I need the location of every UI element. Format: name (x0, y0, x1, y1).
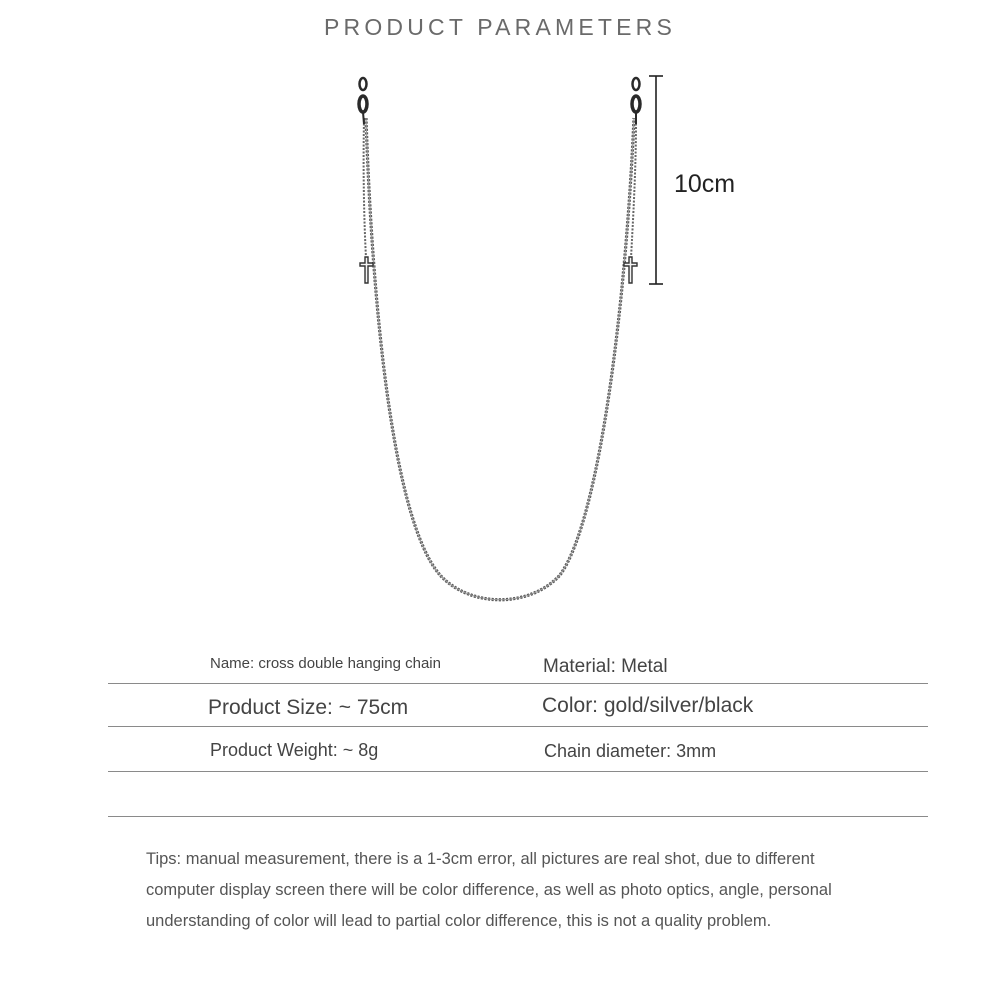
table-divider (108, 771, 928, 772)
spec-size: Product Size: ~ 75cm (208, 696, 409, 719)
spec-material: Material: Metal (543, 656, 668, 677)
table-divider (108, 683, 928, 684)
page-title: PRODUCT PARAMETERS (323, 14, 677, 40)
spec-weight: Product Weight: ~ 8g (210, 740, 379, 760)
tips-line: Tips: manual measurement, there is a 1-3cm error, all pictures are real shot, due to different (146, 850, 815, 868)
chain-right-short-strand (631, 120, 636, 258)
left-cross-icon (360, 257, 373, 283)
spec-color: Color: gold/silver/black (542, 694, 754, 717)
measurement-label: 10cm (674, 170, 736, 198)
spec-diameter: Chain diameter: 3mm (544, 741, 717, 761)
spec-name: Name: cross double hanging chain (210, 655, 441, 672)
measurement-bar (649, 76, 663, 284)
chain-main-strand (366, 118, 634, 600)
table-divider (108, 726, 928, 727)
right-clasp-icon (632, 78, 640, 124)
left-clasp-icon (359, 78, 367, 124)
tips-line: computer display screen there will be color difference, as well as photo optics, angle, personal (146, 881, 832, 899)
tips-note (146, 844, 906, 937)
table-divider (108, 816, 928, 817)
tips-line: understanding of color will lead to partial color difference, this is not a quality problem. (146, 912, 772, 930)
chain-illustration (0, 60, 1000, 630)
